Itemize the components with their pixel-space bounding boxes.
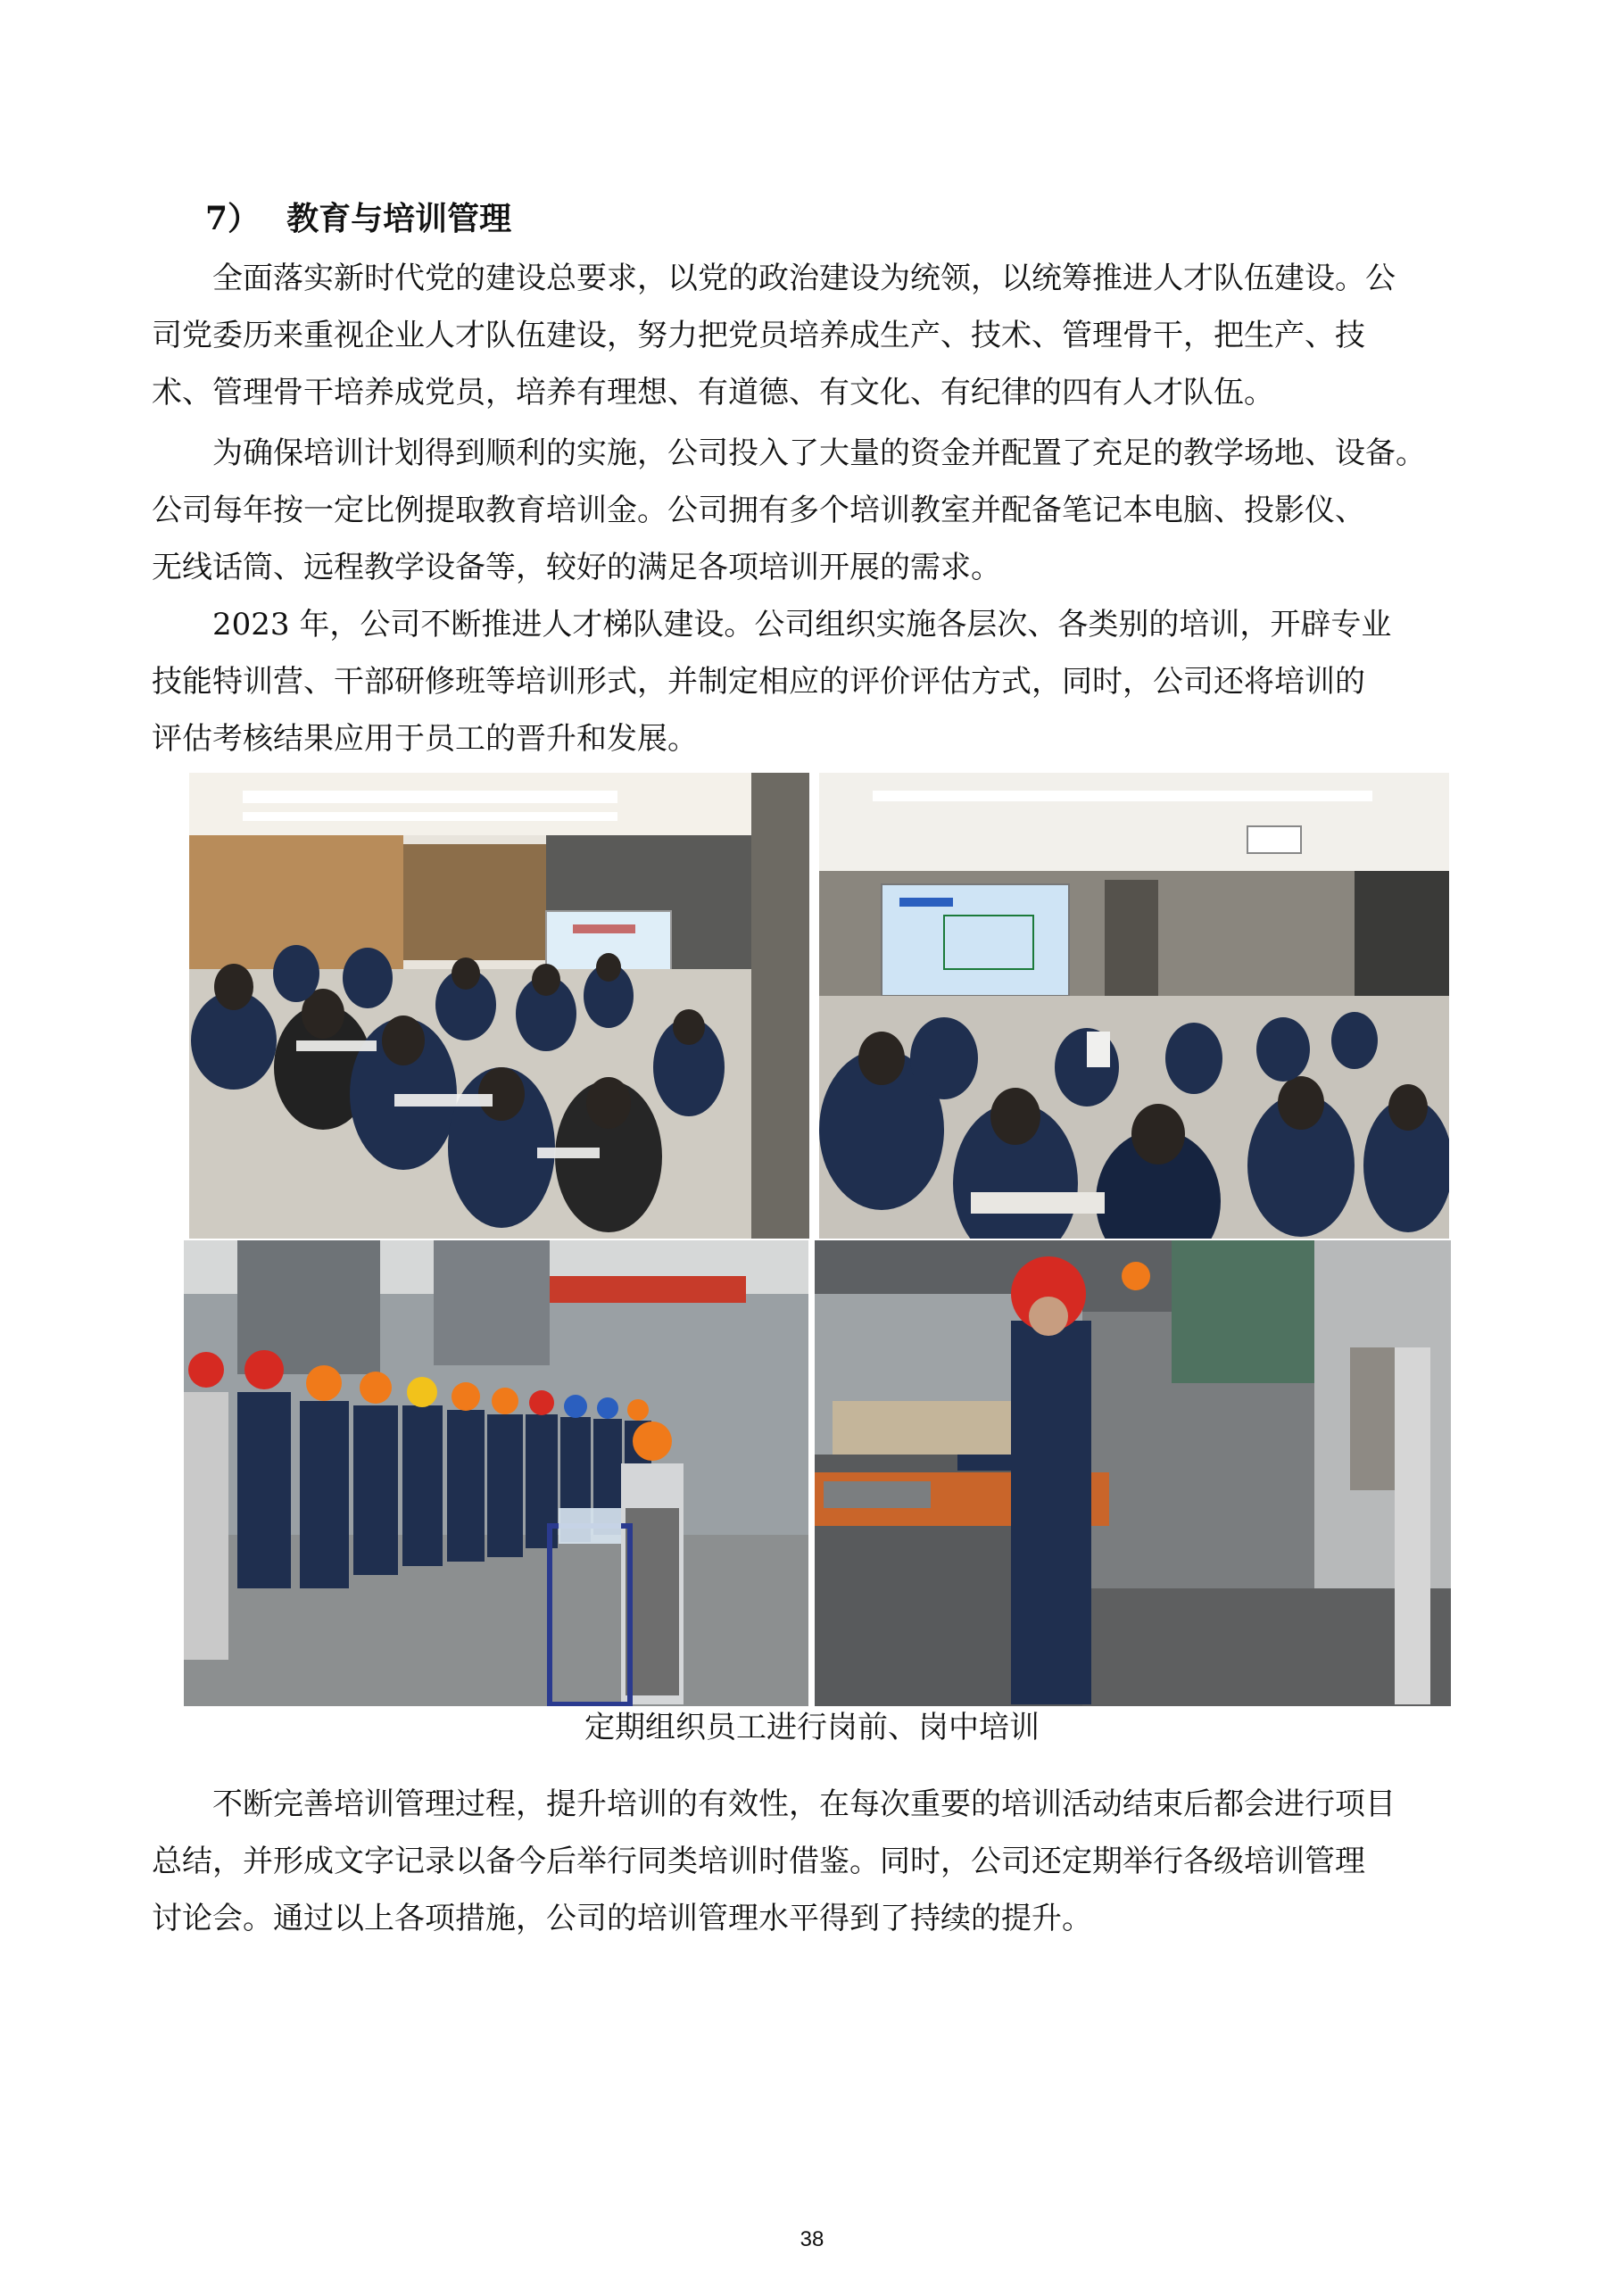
paragraph-talent-pipeline: [152, 596, 1526, 767]
paragraph-line: 司党委历来重视企业人才队伍建设，努力把党员培养成生产、技术、管理骨干，把生产、技: [152, 318, 1365, 353]
section-heading: [205, 196, 511, 241]
paragraph-line: 2023 年，公司不断推进人才梯队建设。公司组织实施各层次、各类别的培训，开辟专业: [212, 607, 1392, 642]
paragraph-line: 不断完善培训管理过程，提升培训的有效性，在每次重要的培训活动结束后都会进行项目: [212, 1786, 1396, 1822]
paragraph-training-resources: [152, 425, 1526, 596]
paragraph-party-building: [152, 250, 1526, 421]
paragraph-line: 为确保培训计划得到顺利的实施，公司投入了大量的资金并配置了充足的教学场地、设备。: [212, 435, 1426, 471]
paragraph-line: 术、管理骨干培养成党员，培养有理想、有道德、有文化、有纪律的四有人才队伍。: [152, 375, 1274, 410]
press-machine-training-photo: [815, 1240, 1451, 1706]
photo-caption: 定期组织员工进行岗前、岗中培训: [584, 1710, 1040, 1745]
paragraph-line: 公司每年按一定比例提取教育培训金。公司拥有多个培训教室并配备笔记本电脑、投影仪、: [152, 493, 1365, 528]
page-number: 38: [800, 2227, 824, 2251]
workshop-lineup-photo: [184, 1240, 808, 1706]
paragraph-line: 技能特训营、干部研修班等培训形式，并制定相应的评价评估方式，同时，公司还将培训的: [152, 664, 1365, 700]
classroom-training-photo: [189, 773, 809, 1239]
paragraph-training-improvement: [152, 1776, 1526, 1947]
paragraph-line: 评估考核结果应用于员工的晋升和发展。: [152, 721, 698, 757]
paragraph-line: 讨论会。通过以上各项措施，公司的培训管理水平得到了持续的提升。: [152, 1901, 1092, 1936]
paragraph-line: 全面落实新时代党的建设总要求，以党的政治建设为统领，以统筹推进人才队伍建设。公: [212, 261, 1396, 296]
section-number: 7）: [205, 200, 261, 237]
classroom-projector-photo: [819, 773, 1449, 1239]
paragraph-line: 总结，并形成文字记录以备今后举行同类培训时借鉴。同时，公司还定期举行各级培训管理: [152, 1844, 1365, 1879]
section-title: 教育与培训管理: [286, 200, 512, 237]
paragraph-line: 无线话筒、远程教学设备等，较好的满足各项培训开展的需求。: [152, 550, 1001, 585]
